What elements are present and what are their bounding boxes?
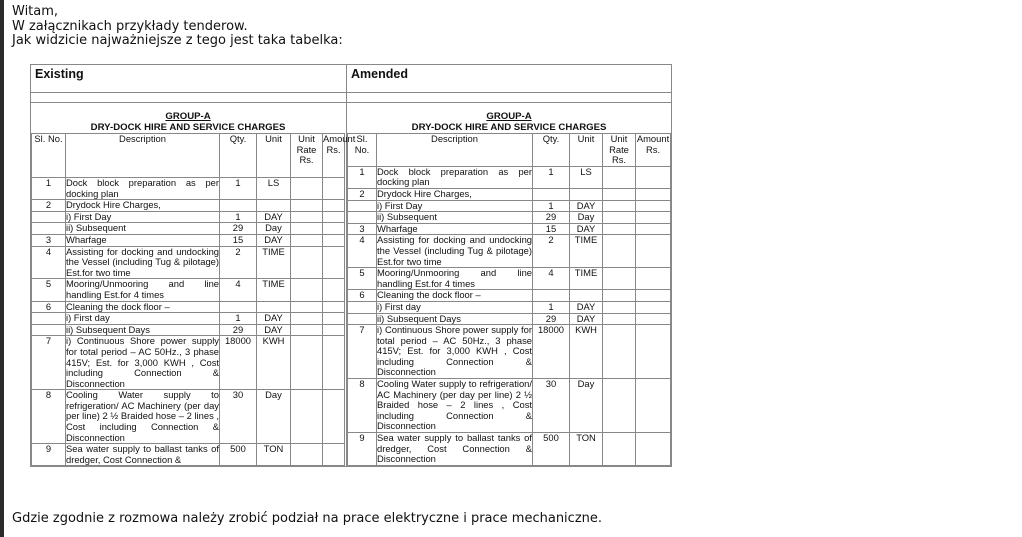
row-qty: 30 bbox=[533, 379, 570, 433]
row-qty: 1 bbox=[220, 211, 257, 223]
row-sl: 3 bbox=[32, 234, 66, 246]
row-sl: 7 bbox=[32, 336, 66, 390]
row-description: ii) Subsequent Days bbox=[66, 324, 220, 336]
row-qty: 2 bbox=[220, 246, 257, 279]
row-qty bbox=[533, 290, 570, 302]
row-rate bbox=[291, 301, 323, 313]
row-qty: 4 bbox=[220, 279, 257, 301]
row-qty: 2 bbox=[533, 235, 570, 268]
row-qty bbox=[533, 188, 570, 200]
table-row bbox=[32, 313, 345, 325]
row-amount bbox=[323, 336, 345, 390]
row-amount bbox=[636, 268, 671, 290]
row-sl: 6 bbox=[348, 290, 377, 302]
row-sl: 7 bbox=[348, 325, 377, 379]
row-rate bbox=[603, 166, 636, 188]
row-rate bbox=[291, 279, 323, 301]
row-description: Cooling Water supply to refrigeration/ AC Machinery (per day per line) 2 ½ Braided hose – 2 lines , Cost including Connection & Disconnection bbox=[377, 378, 532, 432]
table-row bbox=[32, 336, 345, 390]
row-unit: DAY bbox=[257, 324, 291, 336]
row-unit: KWH bbox=[570, 325, 603, 379]
row-rate bbox=[603, 433, 636, 466]
row-sl bbox=[348, 212, 377, 224]
row-unit bbox=[570, 290, 603, 302]
row-amount bbox=[636, 290, 671, 302]
row-amount bbox=[323, 279, 345, 301]
closing-text: Gdzie zgodnie z rozmowa należy zrobić podział na prace elektryczne i prace mechaniczne. bbox=[12, 511, 603, 526]
section-title: DRY-DOCK HIRE AND SERVICE CHARGES bbox=[90, 122, 286, 133]
row-sl: 4 bbox=[348, 235, 377, 268]
table-row bbox=[348, 223, 671, 235]
row-rate bbox=[291, 444, 323, 466]
row-rate bbox=[291, 246, 323, 279]
table-row bbox=[32, 223, 345, 235]
table-row bbox=[348, 268, 671, 290]
row-qty: 1 bbox=[533, 166, 570, 188]
row-description: i) First day bbox=[377, 301, 533, 313]
row-qty: 15 bbox=[220, 234, 257, 246]
row-rate bbox=[603, 268, 636, 290]
col-header-sl: Sl. No. bbox=[348, 134, 377, 167]
table-row bbox=[32, 234, 345, 246]
intro-line-1: W załącznikach przykłady tenderow. bbox=[12, 18, 248, 34]
row-description: Wharfage bbox=[377, 223, 533, 235]
row-sl bbox=[32, 223, 66, 235]
row-sl: 1 bbox=[348, 166, 377, 188]
row-sl bbox=[348, 313, 377, 325]
row-description: Wharfage bbox=[66, 234, 220, 246]
row-unit: TIME bbox=[570, 235, 603, 268]
row-qty: 500 bbox=[533, 433, 570, 466]
row-description: Assisting for docking and undocking the Vessel (including Tug & pilotage) Est.for two time bbox=[377, 234, 532, 267]
row-amount bbox=[323, 444, 345, 466]
row-qty: 18000 bbox=[533, 325, 570, 379]
row-description: ii) Subsequent Days bbox=[377, 313, 533, 325]
row-amount bbox=[323, 301, 345, 313]
row-rate bbox=[291, 234, 323, 246]
row-qty: 29 bbox=[220, 223, 257, 235]
table-row bbox=[348, 188, 671, 200]
row-amount bbox=[323, 178, 345, 200]
row-amount bbox=[323, 390, 345, 444]
col-header-qty: Qty. bbox=[220, 134, 257, 178]
table-row bbox=[32, 444, 345, 466]
row-amount bbox=[323, 324, 345, 336]
row-qty: 29 bbox=[533, 313, 570, 325]
row-rate bbox=[603, 379, 636, 433]
row-rate bbox=[291, 223, 323, 235]
table-row bbox=[348, 166, 671, 188]
col-header-amount: Amount Rs. bbox=[636, 134, 671, 167]
row-unit: DAY bbox=[257, 313, 291, 325]
row-sl: 5 bbox=[348, 268, 377, 290]
row-rate bbox=[291, 178, 323, 200]
table-row bbox=[348, 433, 671, 466]
row-sl bbox=[32, 313, 66, 325]
row-unit: DAY bbox=[570, 223, 603, 235]
row-qty: 29 bbox=[220, 324, 257, 336]
existing-cell bbox=[31, 103, 356, 467]
table-row bbox=[348, 200, 671, 212]
col-header-description: Description bbox=[377, 134, 533, 167]
row-description: Dock block preparation as per docking plan bbox=[66, 177, 219, 199]
row-amount bbox=[323, 246, 345, 279]
row-sl: 4 bbox=[32, 246, 66, 279]
col-header-rate: Unit Rate Rs. bbox=[603, 134, 636, 167]
col-header-amount: Amount Rs. bbox=[323, 134, 345, 178]
table-row bbox=[348, 212, 671, 224]
row-amount bbox=[636, 235, 671, 268]
row-unit bbox=[570, 188, 603, 200]
row-description: i) First Day bbox=[377, 200, 533, 212]
row-description: Assisting for docking and undocking the Vessel (including Tug & pilotage) Est.for two time bbox=[66, 245, 219, 278]
row-description: Cleaning the dock floor – bbox=[66, 301, 220, 313]
table-row bbox=[348, 235, 671, 268]
row-description: Drydock Hire Charges, bbox=[66, 200, 220, 212]
section-title: DRY-DOCK HIRE AND SERVICE CHARGES bbox=[411, 122, 607, 133]
row-sl bbox=[32, 324, 66, 336]
row-sl: 9 bbox=[348, 433, 377, 466]
row-description: Drydock Hire Charges, bbox=[377, 188, 533, 200]
amended-tender-table bbox=[347, 103, 671, 466]
row-sl: 8 bbox=[348, 379, 377, 433]
row-rate bbox=[603, 301, 636, 313]
row-unit: DAY bbox=[257, 234, 291, 246]
row-rate bbox=[603, 313, 636, 325]
col-header-rate: Unit Rate Rs. bbox=[291, 134, 323, 178]
row-description: Mooring/Unmooring and line handling Est.for 4 times bbox=[377, 267, 532, 289]
table-row bbox=[32, 279, 345, 301]
row-sl: 9 bbox=[32, 444, 66, 466]
row-rate bbox=[291, 313, 323, 325]
row-description: i) Continuous Shore power supply for total period – AC 50Hz., 3 phase 415V; Est. for 3,000 KWH , Cost including Connection & Disconnection bbox=[377, 324, 532, 378]
existing-tender-table bbox=[31, 103, 356, 466]
row-sl: 5 bbox=[32, 279, 66, 301]
row-qty: 1 bbox=[220, 178, 257, 200]
row-amount bbox=[636, 433, 671, 466]
row-description: Sea water supply to ballast tanks of dredger, Cost Connection & Disconnection bbox=[377, 432, 532, 465]
row-unit: KWH bbox=[257, 336, 291, 390]
row-unit: DAY bbox=[570, 313, 603, 325]
row-qty bbox=[220, 301, 257, 313]
row-rate bbox=[291, 211, 323, 223]
row-qty: 500 bbox=[220, 444, 257, 466]
row-sl: 2 bbox=[348, 188, 377, 200]
row-sl bbox=[348, 200, 377, 212]
row-description: Cleaning the dock floor – bbox=[377, 290, 533, 302]
spacer-cell bbox=[31, 93, 347, 103]
row-unit: LS bbox=[257, 178, 291, 200]
comparison-table bbox=[30, 64, 672, 467]
col-header-unit: Unit bbox=[257, 134, 291, 178]
row-sl: 2 bbox=[32, 200, 66, 212]
row-unit: Day bbox=[570, 212, 603, 224]
row-unit: TIME bbox=[570, 268, 603, 290]
row-unit: TON bbox=[570, 433, 603, 466]
row-description: Cooling Water supply to refrigeration/ AC Machinery (per day per line) 2 ½ Braided hose – 2 lines , Cost including Connection & Disconnection bbox=[66, 389, 219, 443]
email-intro bbox=[12, 5, 343, 49]
row-amount bbox=[636, 379, 671, 433]
row-amount bbox=[323, 211, 345, 223]
row-sl: 3 bbox=[348, 223, 377, 235]
row-description: ii) Subsequent bbox=[377, 212, 533, 224]
row-rate bbox=[603, 290, 636, 302]
row-amount bbox=[636, 188, 671, 200]
table-row bbox=[32, 301, 345, 313]
row-amount bbox=[323, 200, 345, 212]
row-description: i) First day bbox=[66, 313, 220, 325]
row-unit bbox=[257, 301, 291, 313]
table-row bbox=[32, 178, 345, 200]
row-sl bbox=[32, 211, 66, 223]
row-unit: Day bbox=[257, 223, 291, 235]
row-qty: 15 bbox=[533, 223, 570, 235]
row-sl: 1 bbox=[32, 178, 66, 200]
row-rate bbox=[603, 235, 636, 268]
row-sl: 6 bbox=[32, 301, 66, 313]
table-row bbox=[32, 211, 345, 223]
row-description: ii) Subsequent bbox=[66, 223, 220, 235]
table-row bbox=[32, 200, 345, 212]
group-title: GROUP-A bbox=[165, 111, 211, 122]
row-rate bbox=[603, 325, 636, 379]
table-row bbox=[348, 301, 671, 313]
row-sl: 8 bbox=[32, 390, 66, 444]
row-rate bbox=[603, 200, 636, 212]
row-rate bbox=[603, 223, 636, 235]
row-unit: Day bbox=[257, 390, 291, 444]
row-sl bbox=[348, 301, 377, 313]
group-title: GROUP-A bbox=[486, 111, 532, 122]
intro-line-2: Jak widzicie najważniejsze z tego jest taka tabelka: bbox=[12, 33, 343, 48]
row-unit: TON bbox=[257, 444, 291, 466]
row-qty: 18000 bbox=[220, 336, 257, 390]
row-unit: TIME bbox=[257, 246, 291, 279]
table-row bbox=[32, 246, 345, 279]
greeting-text: Witam, bbox=[12, 4, 59, 19]
row-amount bbox=[323, 313, 345, 325]
row-unit: DAY bbox=[570, 301, 603, 313]
row-rate bbox=[291, 200, 323, 212]
row-unit: Day bbox=[570, 379, 603, 433]
table-row bbox=[32, 324, 345, 336]
row-description: Mooring/Unmooring and line handling Est.for 4 times bbox=[66, 278, 219, 300]
row-amount bbox=[636, 313, 671, 325]
row-qty: 4 bbox=[533, 268, 570, 290]
row-unit: LS bbox=[570, 166, 603, 188]
row-unit: DAY bbox=[257, 211, 291, 223]
row-amount bbox=[636, 166, 671, 188]
row-description: i) First Day bbox=[66, 211, 220, 223]
row-qty: 1 bbox=[533, 200, 570, 212]
table-row bbox=[348, 325, 671, 379]
row-qty: 30 bbox=[220, 390, 257, 444]
spacer-cell bbox=[347, 93, 672, 103]
amended-cell bbox=[347, 103, 672, 467]
col-header-description: Description bbox=[66, 134, 220, 178]
row-description: Dock block preparation as per docking plan bbox=[377, 165, 532, 188]
row-rate bbox=[291, 336, 323, 390]
col-header-unit: Unit bbox=[570, 134, 603, 167]
row-amount bbox=[636, 325, 671, 379]
row-qty: 1 bbox=[533, 301, 570, 313]
row-amount bbox=[636, 212, 671, 224]
amended-header: Amended bbox=[347, 65, 672, 93]
table-row bbox=[348, 313, 671, 325]
row-amount bbox=[636, 301, 671, 313]
row-qty: 29 bbox=[533, 212, 570, 224]
row-rate bbox=[603, 188, 636, 200]
col-header-qty: Qty. bbox=[533, 134, 570, 167]
row-description: Sea water supply to ballast tanks of dredger, Cost Connection & bbox=[66, 443, 219, 465]
row-description: i) Continuous Shore power supply for total period – AC 50Hz., 3 phase 415V; Est. for 3,000 KWH , Cost including Connection & Disconnection bbox=[66, 335, 219, 389]
row-amount bbox=[636, 223, 671, 235]
table-row bbox=[32, 390, 345, 444]
existing-header: Existing bbox=[31, 65, 347, 93]
row-rate bbox=[603, 212, 636, 224]
row-amount bbox=[323, 223, 345, 235]
col-header-sl: Sl. No. bbox=[32, 134, 66, 178]
row-unit: TIME bbox=[257, 279, 291, 301]
table-row bbox=[348, 290, 671, 302]
row-unit bbox=[257, 200, 291, 212]
quote-bar bbox=[0, 0, 4, 537]
row-rate bbox=[291, 390, 323, 444]
row-qty: 1 bbox=[220, 313, 257, 325]
row-unit: DAY bbox=[570, 200, 603, 212]
row-amount bbox=[636, 200, 671, 212]
row-rate bbox=[291, 324, 323, 336]
table-row bbox=[348, 379, 671, 433]
row-amount bbox=[323, 234, 345, 246]
row-qty bbox=[220, 200, 257, 212]
